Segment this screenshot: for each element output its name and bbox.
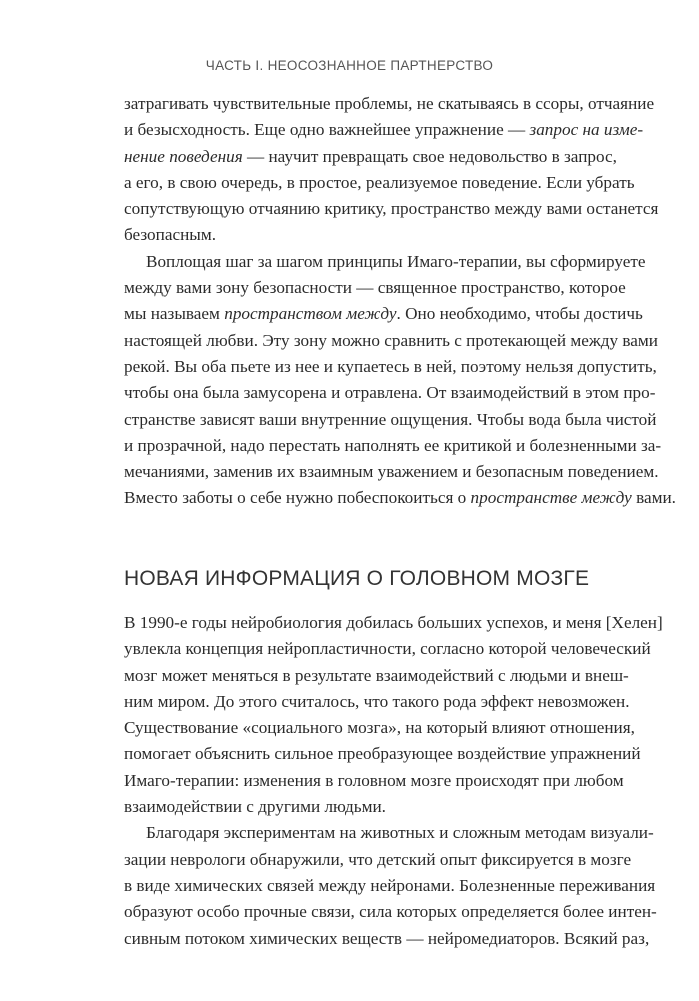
text-line	[124, 873, 656, 899]
text-segment: . Оно необходимо, чтобы достичь	[396, 304, 643, 324]
text-line	[124, 91, 655, 117]
text-segment: Воплощая шаг за шагом принципы Имаго-терапии, вы сформируете	[146, 251, 646, 271]
text-line	[124, 820, 654, 846]
text-line	[124, 170, 635, 196]
text-line	[124, 847, 632, 873]
paragraph	[124, 91, 659, 249]
text-line	[124, 275, 626, 301]
text-segment: сивным потоком химических веществ — нейромедиаторов. Всякий раз,	[124, 928, 650, 948]
text-line	[124, 380, 656, 406]
text-line	[124, 485, 676, 511]
text-segment: Существование «социального мозга», на который влияют отношения,	[124, 718, 635, 738]
text-segment: мы называем	[124, 304, 225, 324]
italic-term: пространством между	[224, 304, 397, 324]
text-line	[124, 354, 657, 380]
text-segment: помогает объяснить сильное преобразующее воздействие упражнений	[124, 744, 641, 764]
running-head: ЧАСТЬ I. НЕОСОЗНАННОЕ ПАРТНЕРСТВО	[205, 58, 494, 73]
text-line	[124, 794, 585, 820]
text-line	[124, 196, 659, 222]
text-segment: В 1990-е годы нейробиология добилась больших успехов, и меня [Хелен]	[124, 613, 663, 632]
text-segment: между вами зону безопасности — священное пространство, которое	[124, 278, 626, 298]
text-line	[124, 249, 646, 275]
text-line	[124, 407, 657, 433]
paragraph	[124, 820, 657, 951]
italic-term: нение поведения	[124, 146, 243, 166]
text-line	[124, 926, 650, 952]
text-segment: в виде химических связей между нейронами. Болезненные переживания	[124, 875, 656, 895]
text-line	[124, 222, 585, 248]
text-line	[124, 459, 659, 485]
italic-term: пространстве между	[470, 488, 632, 508]
italic-term: запрос на изме-	[529, 120, 644, 140]
text-line	[124, 899, 657, 925]
text-segment: вами.	[631, 488, 676, 508]
text-segment: настоящей любви. Эту зону можно сравнить с протекающей между вами	[124, 330, 658, 350]
text-line	[124, 144, 617, 170]
text-segment: а его, в свою очередь, в простое, реализуемое поведение. Если убрать	[124, 172, 635, 192]
text-segment: — научит превращать свое недовольство в запрос,	[242, 146, 617, 166]
text-line	[124, 663, 629, 689]
text-line	[124, 689, 630, 715]
section-2-body	[124, 610, 663, 952]
text-segment: Благодаря экспериментам на животных и сложным методам визуали-	[146, 823, 654, 843]
text-segment: рекой. Вы оба пьете из нее и купаетесь в ней, поэтому нельзя допустить,	[124, 356, 657, 376]
text-segment: увлекла концепция нейропластичности, согласно которой человеческий	[124, 639, 651, 659]
text-segment: чтобы она была замусорена и отравлена. От взаимодействий в этом про-	[124, 383, 656, 403]
text-segment: Вместо заботы о себе нужно побеспокоиться о	[124, 488, 471, 508]
text-segment: взаимодействии с другими людьми.	[124, 797, 386, 817]
text-segment: и прозрачной, надо перестать наполнять ее критикой и болезненными за-	[124, 435, 662, 455]
text-segment: Имаго-терапии: изменения в головном мозге происходят при любом	[124, 770, 624, 790]
text-line	[124, 768, 624, 794]
text-line	[124, 117, 644, 143]
text-segment: ним миром. До этого считалось, что такого рода эффект невозможен.	[124, 691, 630, 711]
paragraph	[124, 249, 676, 512]
text-segment: странстве зависят ваши внутренние ощущения. Чтобы вода была чистой	[124, 409, 657, 429]
section-1-body	[124, 91, 676, 512]
text-segment: зации неврологи обнаружили, что детский опыт фиксируется в мозге	[124, 849, 632, 869]
text-segment: мозг может меняться в результате взаимодействий с людьми и внеш-	[124, 665, 629, 685]
text-line	[124, 741, 641, 767]
text-segment: безопасным.	[124, 225, 217, 245]
section-heading: НОВАЯ ИНФОРМАЦИЯ О ГОЛОВНОМ МОЗГЕ	[124, 567, 590, 590]
text-segment: затрагивать чувствительные проблемы, не скатываясь в ссоры, отчаяние	[124, 94, 655, 113]
text-segment: сопутствующую отчаянию критику, пространство между вами останется	[124, 199, 659, 219]
paragraph	[124, 610, 663, 820]
text-line	[124, 301, 643, 327]
text-line	[124, 328, 658, 354]
text-line	[124, 610, 663, 636]
text-line	[124, 715, 635, 741]
text-segment: и безысходность. Еще одно важнейшее упражнение —	[124, 120, 530, 140]
text-line	[124, 636, 651, 662]
text-segment: мечаниями, заменив их взаимным уважением и безопасным поведением.	[124, 462, 659, 482]
text-line	[124, 433, 662, 459]
text-segment: образуют особо прочные связи, сила которых определяется более интен-	[124, 902, 657, 922]
